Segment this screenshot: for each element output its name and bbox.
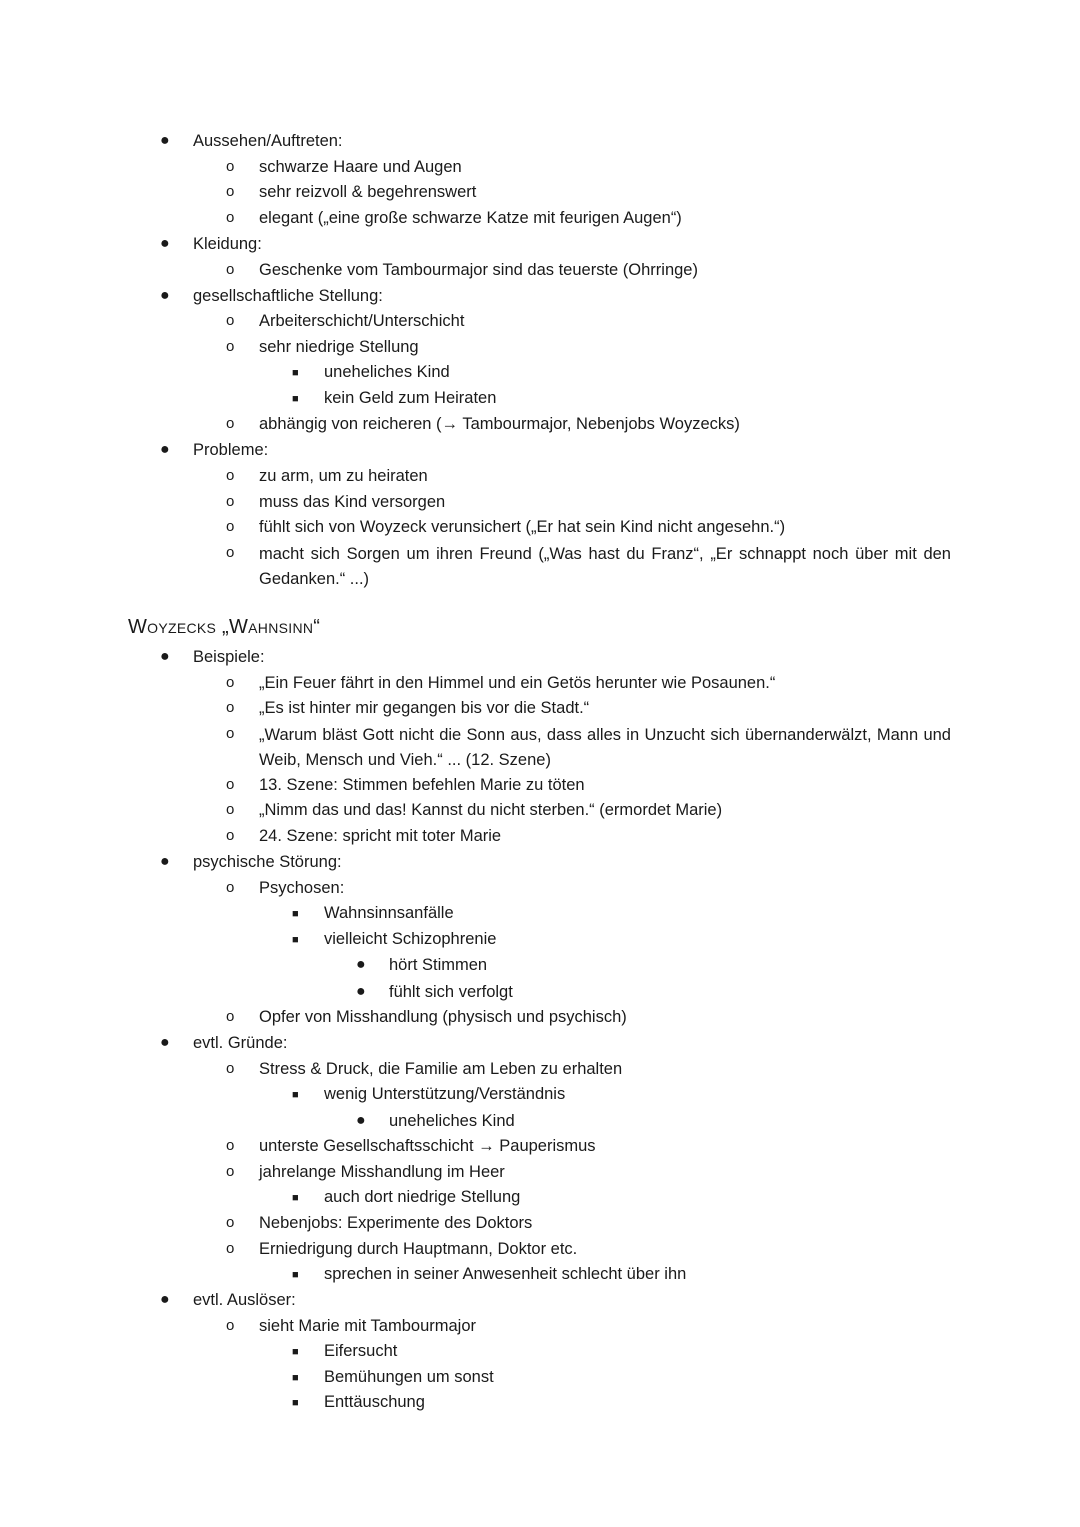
bullet-square: ■ <box>292 1372 299 1384</box>
list-item: Wahnsinnsanfälle <box>324 904 454 922</box>
bullet-circle: o <box>226 493 235 510</box>
list-item: 13. Szene: Stimmen befehlen Marie zu töten <box>259 776 585 794</box>
list-item-stoerung: psychische Störung: <box>193 853 342 871</box>
bullet-circle: o <box>226 1060 235 1077</box>
bullet-circle: o <box>226 518 235 535</box>
bullet-circle: o <box>226 183 235 200</box>
bullet-dot: ● <box>356 983 366 1000</box>
list-item: „Es ist hinter mir gegangen bis vor die Stadt.“ <box>259 699 590 717</box>
list-item: Geschenke vom Tambourmajor sind das teuerste (Ohrringe) <box>259 261 698 279</box>
list-item: sieht Marie mit Tambourmajor <box>259 1317 477 1335</box>
bullet-dot: ● <box>160 648 170 665</box>
list-item: auch dort niedrige Stellung <box>324 1188 521 1206</box>
bullet-square: ■ <box>292 1397 299 1409</box>
list-item: sehr niedrige Stellung <box>259 338 419 356</box>
bullet-dot: ● <box>356 1112 366 1129</box>
bullet-square: ■ <box>292 1192 299 1204</box>
list-item: vielleicht Schizophrenie <box>324 930 497 948</box>
bullet-square: ■ <box>292 367 299 379</box>
list-item: fühlt sich von Woyzeck verunsichert („Er hat sein Kind nicht angesehn.“) <box>259 518 786 536</box>
list-item: kein Geld zum Heiraten <box>324 389 497 407</box>
list-item: Stress & Druck, die Familie am Leben zu erhalten <box>259 1060 623 1078</box>
bullet-circle: o <box>226 1163 235 1180</box>
list-item: „Warum bläst Gott nicht die Sonn aus, dass alles in Unzucht sich übernanderwälzt, Mann und Weib, Mensch und Vieh.“ ... (12. Szene) <box>259 726 951 769</box>
bullet-circle: o <box>226 674 235 691</box>
bullet-circle: o <box>226 1137 235 1154</box>
list-item: uneheliches Kind <box>389 1112 515 1130</box>
list-item-stellung: gesellschaftliche Stellung: <box>193 287 383 305</box>
bullet-circle: o <box>226 338 235 355</box>
list-item-beispiele: Beispiele: <box>193 648 265 666</box>
list-item: jahrelange Misshandlung im Heer <box>259 1163 505 1181</box>
list-item-gruende: evtl. Gründe: <box>193 1034 288 1052</box>
list-item: „Nimm das und das! Kannst du nicht sterben.“ (ermordet Marie) <box>259 801 723 819</box>
list-item-aussehen: Aussehen/Auftreten: <box>193 132 343 150</box>
list-item: abhängig von reicheren (→ Tambourmajor, Nebenjobs Woyzecks) <box>259 415 740 433</box>
bullet-circle: o <box>226 1240 235 1257</box>
bullet-circle: o <box>226 1214 235 1231</box>
list-item: uneheliches Kind <box>324 363 450 381</box>
bullet-square: ■ <box>292 1089 299 1101</box>
bullet-circle: o <box>226 699 235 716</box>
list-item: Nebenjobs: Experimente des Doktors <box>259 1214 533 1232</box>
bullet-square: ■ <box>292 1269 299 1281</box>
bullet-circle: o <box>226 725 235 742</box>
bullet-circle: o <box>226 544 235 561</box>
bullet-circle: o <box>226 879 235 896</box>
list-item-probleme: Probleme: <box>193 441 269 459</box>
bullet-square: ■ <box>292 908 299 920</box>
list-item: sehr reizvoll & begehrenswert <box>259 183 477 201</box>
bullet-dot: ● <box>160 287 170 304</box>
bullet-dot: ● <box>160 132 170 149</box>
list-item: Bemühungen um sonst <box>324 1368 494 1386</box>
list-item: sprechen in seiner Anwesenheit schlecht über ihn <box>324 1265 687 1283</box>
list-item: „Ein Feuer fährt in den Himmel und ein Getös herunter wie Posaunen.“ <box>259 674 776 692</box>
bullet-dot: ● <box>160 235 170 252</box>
bullet-circle: o <box>226 467 235 484</box>
list-item: unterste Gesellschaftsschicht → Pauperismus <box>259 1137 596 1155</box>
list-item: Opfer von Misshandlung (physisch und psychisch) <box>259 1008 627 1026</box>
bullet-circle: o <box>226 827 235 844</box>
bullet-circle: o <box>226 415 235 432</box>
list-item: schwarze Haare und Augen <box>259 158 462 176</box>
list-item-kleidung: Kleidung: <box>193 235 262 253</box>
list-item: Enttäuschung <box>324 1393 425 1411</box>
bullet-circle: o <box>226 1317 235 1334</box>
bullet-dot: ● <box>160 441 170 458</box>
list-item: zu arm, um zu heiraten <box>259 467 428 485</box>
list-item: 24. Szene: spricht mit toter Marie <box>259 827 502 845</box>
bullet-circle: o <box>226 261 235 278</box>
list-item: macht sich Sorgen um ihren Freund („Was hast du Franz“, „Er schnappt noch über mit den Gedanken.“ ...) <box>259 545 951 588</box>
list-item: muss das Kind versorgen <box>259 493 446 511</box>
bullet-square: ■ <box>292 393 299 405</box>
list-item: Erniedrigung durch Hauptmann, Doktor etc. <box>259 1240 578 1258</box>
bullet-square: ■ <box>292 1346 299 1358</box>
section-heading: Woyzecks „Wahnsinn“ <box>128 616 321 638</box>
list-item: Arbeiterschicht/Unterschicht <box>259 312 465 330</box>
bullet-circle: o <box>226 312 235 329</box>
bullet-circle: o <box>226 209 235 226</box>
bullet-circle: o <box>226 158 235 175</box>
list-item: wenig Unterstützung/Verständnis <box>324 1085 566 1103</box>
list-item-ausloeser: evtl. Auslöser: <box>193 1291 296 1309</box>
list-item: fühlt sich verfolgt <box>389 983 513 1001</box>
bullet-dot: ● <box>160 1291 170 1308</box>
list-item: elegant („eine große schwarze Katze mit feurigen Augen“) <box>259 209 682 227</box>
bullet-circle: o <box>226 801 235 818</box>
list-item: Psychosen: <box>259 879 345 897</box>
bullet-circle: o <box>226 776 235 793</box>
bullet-dot: ● <box>160 1034 170 1051</box>
bullet-circle: o <box>226 1008 235 1025</box>
list-item: hört Stimmen <box>389 956 488 974</box>
list-item: Eifersucht <box>324 1342 398 1360</box>
bullet-square: ■ <box>292 934 299 946</box>
bullet-dot: ● <box>160 853 170 870</box>
bullet-dot: ● <box>356 956 366 973</box>
